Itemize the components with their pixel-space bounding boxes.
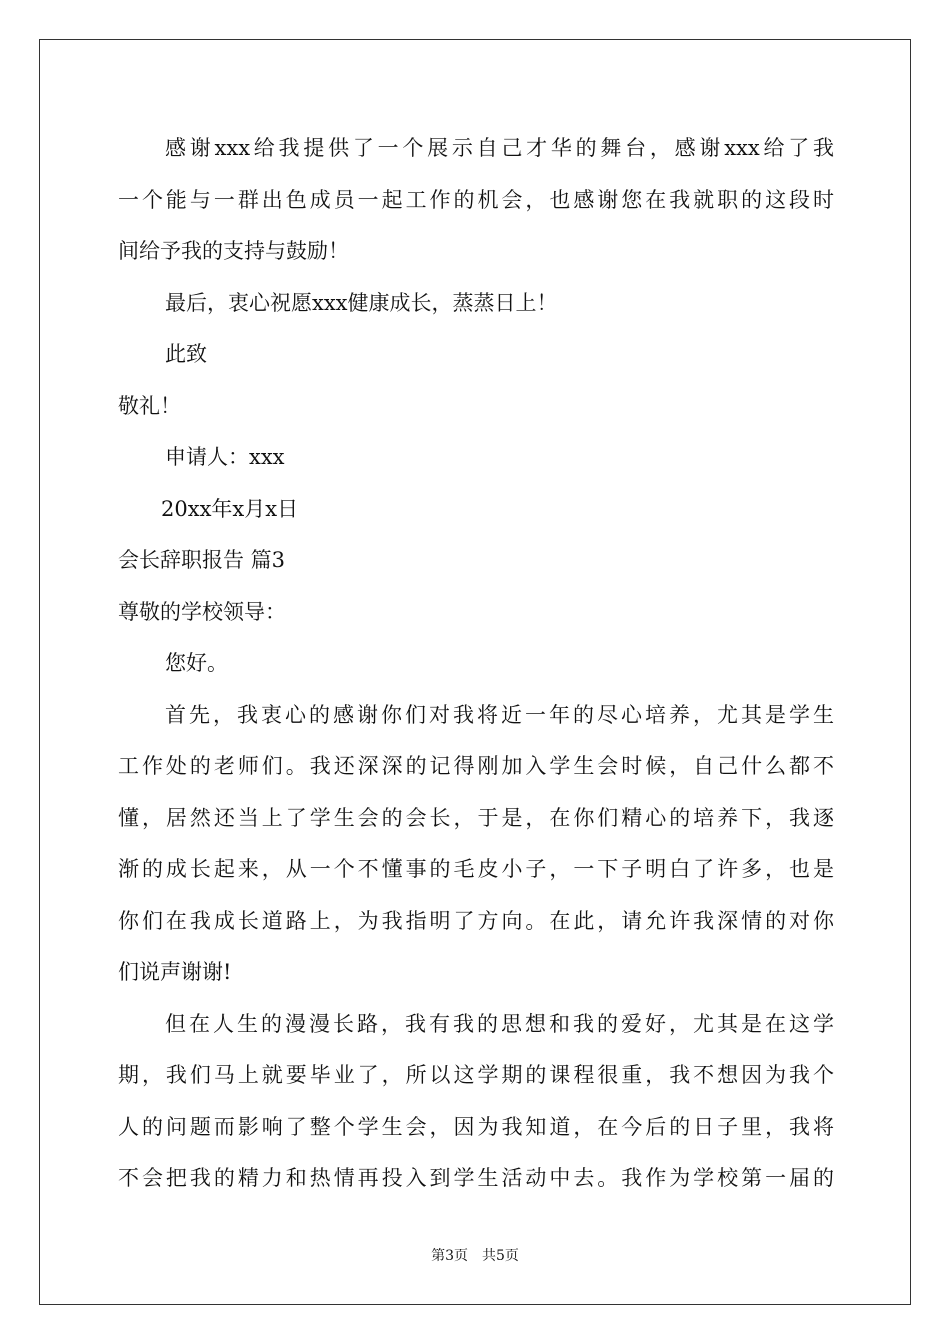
paragraph-line: 一个能与一群出色成员一起工作的机会，也感谢您在我就职的这段时 xyxy=(118,187,834,212)
closing-wish: 最后，衷心祝愿xxx健康成长，蒸蒸日上！ xyxy=(165,290,558,315)
paragraph-line: 渐的成长起来，从一个不懂事的毛皮小子，一下子明白了许多，也是 xyxy=(118,857,834,881)
paragraph-line: 们说声谢谢! xyxy=(118,960,232,984)
paragraph-line: 工作处的老师们。我还深深的记得刚加入学生会时候，自己什么都不 xyxy=(118,754,834,778)
paragraph-line: 你们在我成长道路上，为我指明了方向。在此，请允许我深情的对你 xyxy=(118,908,834,933)
salutation-regards: 敬礼！ xyxy=(118,393,181,418)
salutation-closing: 此致 xyxy=(165,342,207,366)
paragraph-line: 首先，我衷心的感谢你们对我将近一年的尽心培养，尤其是学生 xyxy=(165,702,834,727)
document-body xyxy=(118,123,834,1205)
paragraph-line: 期，我们马上就要毕业了，所以这学期的课程很重，我不想因为我个 xyxy=(118,1063,834,1087)
section-title: 会长辞职报告 篇3 xyxy=(118,548,286,572)
applicant-signature: 申请人：xxx xyxy=(165,445,285,469)
paragraph-line: 间给予我的支持与鼓励！ xyxy=(118,239,349,263)
paragraph-line: 不会把我的精力和热情再投入到学生活动中去。我作为学校第一届的 xyxy=(118,1166,834,1190)
signature-date: 20xx年x月x日 xyxy=(161,496,299,521)
greeting-recipient: 尊敬的学校领导： xyxy=(118,599,286,624)
paragraph-line: 人的问题而影响了整个学生会，因为我知道，在今后的日子里，我将 xyxy=(118,1114,834,1139)
paragraph-line: 懂，居然还当上了学生会的会长，于是，在你们精心的培养下，我逐 xyxy=(118,805,834,830)
paragraph-line: 感谢xxx给我提供了一个展示自己才华的舞台，感谢xxx给了我 xyxy=(165,136,834,160)
paragraph-line: 但在人生的漫漫长路，我有我的思想和我的爱好，尤其是在这学 xyxy=(165,1011,834,1036)
page-number-footer: 第3页 共5页 xyxy=(431,1248,519,1264)
greeting: 您好。 xyxy=(165,651,228,675)
